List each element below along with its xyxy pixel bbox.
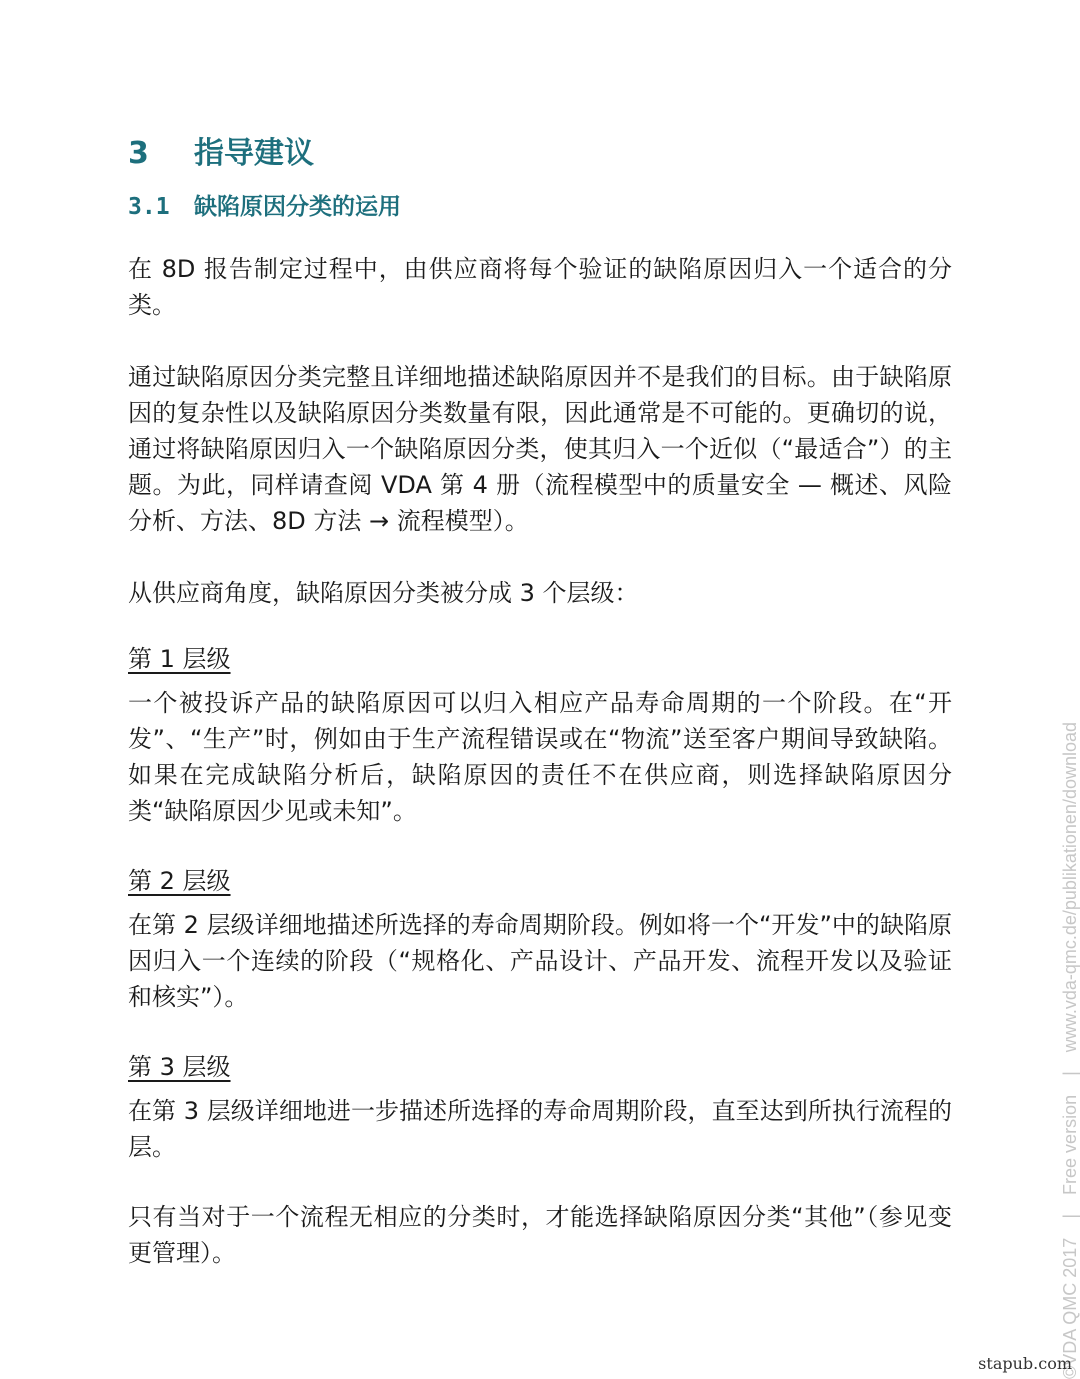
section-number: 3 [128, 136, 149, 171]
level-1-title: 第 1 层级 [128, 645, 231, 673]
paragraph-intro: 在 8D 报告制定过程中，由供应商将每个验证的缺陷原因归入一个适合的分类。 [128, 255, 952, 319]
sidebar-separator: | [1060, 1213, 1080, 1219]
level-2-title: 第 2 层级 [128, 867, 231, 895]
subsection-number: 3.1 [128, 194, 170, 220]
subsection-heading [128, 188, 401, 221]
sidebar-url: www.vda-qmc.de/publikationen/download [1060, 721, 1080, 1053]
vertical-sidebar-notice [1060, 721, 1080, 1379]
watermark: stapub.com [978, 1354, 1072, 1373]
subsection-title: 缺陷原因分类的运用 [194, 194, 401, 220]
level-3-title: 第 3 层级 [128, 1053, 231, 1081]
section-title: 指导建议 [194, 136, 314, 171]
level-2-text: 在第 2 层级详细地描述所选择的寿命周期阶段。例如将一个“开发”中的缺陷原因归入一个连续的阶段（“规格化、产品设计、产品开发、流程开发以及验证和核实”）。 [128, 911, 952, 1011]
paragraph-goal: 通过缺陷原因分类完整且详细地描述缺陷原因并不是我们的目标。由于缺陷原因的复杂性以及缺陷原因分类数量有限，因此通常是不可能的。更确切的说，通过将缺陷原因归入一个缺陷原因分类，使其归入一个近似（“最适合”）的主题。为此，同样请查阅 VDA 第 4 册（流程模型中的质量安全 — 概述、风险分析、方法、8D 方法 → 流程模型）。 [128, 363, 952, 535]
sidebar-separator: | [1060, 1071, 1080, 1076]
sidebar-copyright: ©VDA QMC 2017 [1060, 1237, 1080, 1379]
sidebar-version: Free version [1060, 1094, 1080, 1195]
level-3-text: 在第 3 层级详细地进一步描述所选择的寿命周期阶段，直至达到所执行流程的层。 [128, 1097, 952, 1161]
level-1-text: 一个被投诉产品的缺陷原因可以归入相应产品寿命周期的一个阶段。在“开发”、“生产”时，例如由于生产流程错误或在“物流”送至客户期间导致缺陷。如果在完成缺陷分析后，缺陷原因的责任不在供应商，则选择缺陷原因分类“缺陷原因少见或未知”。 [128, 689, 952, 825]
section-heading [128, 128, 314, 172]
paragraph-closing: 只有当对于一个流程无相应的分类时，才能选择缺陷原因分类“其他”（参见变更管理）。 [128, 1203, 952, 1267]
paragraph-levels-intro: 从供应商角度，缺陷原因分类被分成 3 个层级： [128, 579, 639, 607]
